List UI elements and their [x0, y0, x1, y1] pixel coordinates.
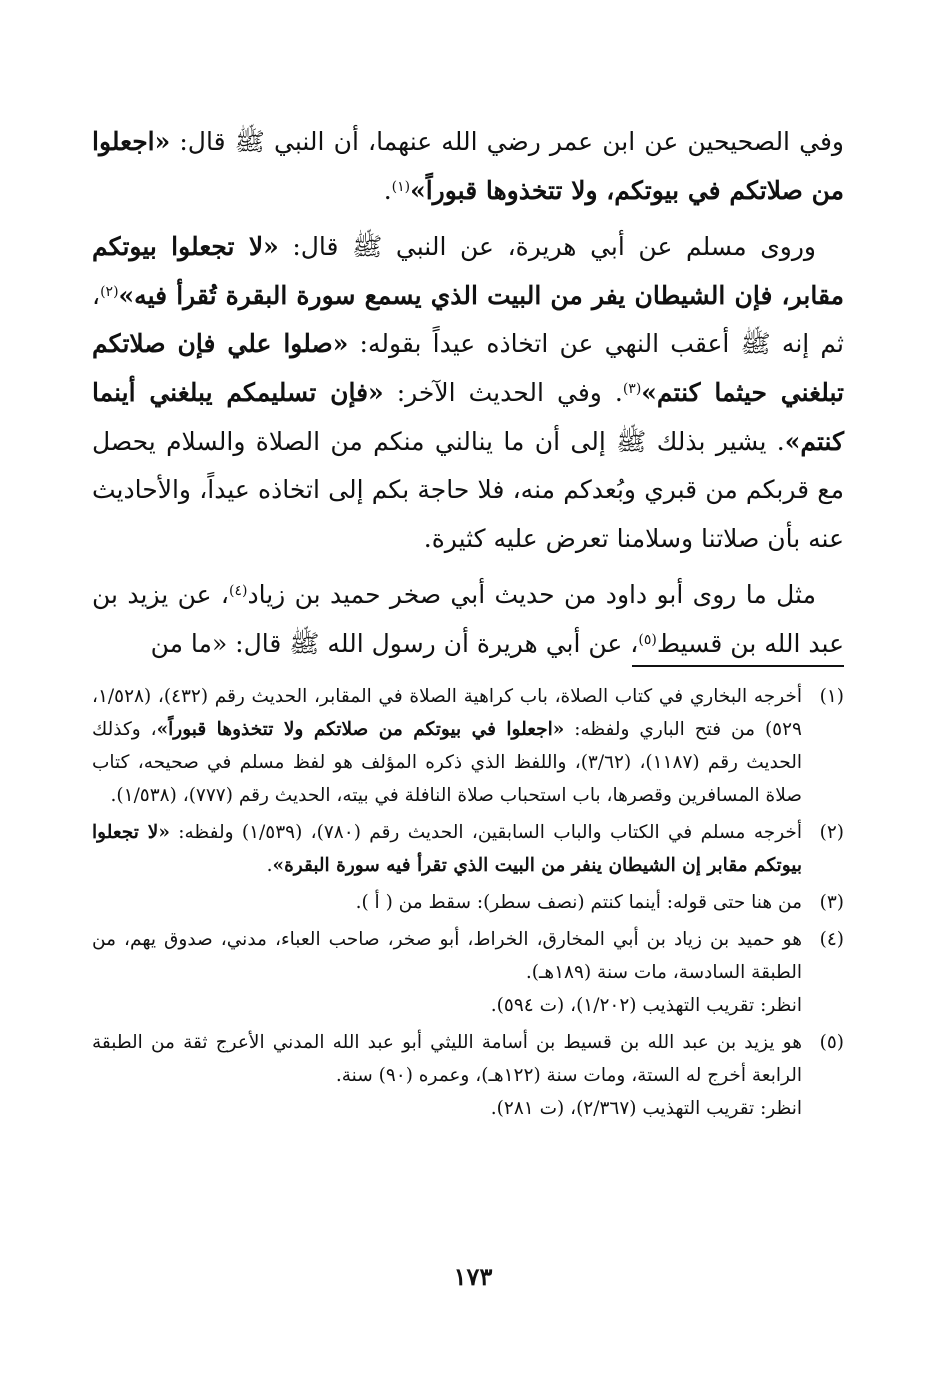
footnote-body [92, 886, 802, 919]
footnote-number: (١) [819, 686, 844, 707]
hadith-quote: «اجعلوا من صلاتكم في بيوتكم، ولا تتخذوها قبوراً» [92, 127, 844, 205]
footnote-text: هو حميد بن زياد بن أبي المخارق، الخراط، أبو صخر، صاحب العباء، مدني، صدوق يهم، من الطبقة السادسة، مات سنة (١٨٩هـ). [92, 929, 802, 983]
footnote-ref[interactable]: (٢) [100, 283, 119, 300]
footnote-ref[interactable]: (٥) [638, 631, 657, 648]
footnotes [92, 680, 844, 1129]
footnote-number: (٣) [819, 892, 844, 913]
footnote-number: (٢) [819, 822, 844, 843]
text-run: . [383, 175, 392, 205]
text-run: ، عن يزيد بن عبد الله بن قسيط [92, 580, 844, 658]
footnote-body [92, 923, 802, 1022]
footnote-number: (٤) [819, 929, 844, 950]
main-text [92, 118, 844, 669]
footnote-3 [92, 886, 844, 919]
footnote-separator [632, 665, 844, 667]
hadith-quote: «لا تجعلوا بيوتكم مقابر، فإن الشيطان يفر من البيت الذي يسمع سورة البقرة تُقرأ فيه» [92, 232, 844, 310]
text-run: ، عن أبي هريرة أن رسول الله ﷺ قال: «ما من [150, 628, 639, 658]
text-run: . [266, 855, 273, 876]
footnote-1 [92, 680, 844, 812]
paragraph-1 [92, 118, 844, 215]
text-run: ، ثم إنه ﷺ أعقب النهي عن اتخاذه عيداً بقوله: [92, 280, 845, 359]
text-run: وروى مسلم عن أبي هريرة، عن النبي ﷺ قال: [278, 232, 816, 262]
footnote-text: هو يزيد بن عبد الله بن قسيط بن أسامة الليثي أبو عبد الله المدني الأعرج ثقة من الطبقة الرابعة أخرج له الستة، ومات سنة (١٢٢هـ)، وعمره (٩٠) سنة. [92, 1032, 802, 1086]
footnote-ref[interactable]: (٣) [622, 380, 642, 397]
text-run: أخرجه مسلم في الكتاب والباب السابقين، الحديث رقم (٧٨٠)، (١/٥٣٩) ولفظه: [169, 822, 802, 843]
hadith-quote: «فإن تسليمكم يبلغني أينما كنتم» [92, 377, 844, 456]
text-run: وفي الصحيحين عن ابن عمر رضي الله عنهما، أن النبي ﷺ قال: [170, 127, 844, 156]
text-run: أخرجه البخاري في كتاب الصلاة، باب كراهية الصلاة في المقابر، الحديث رقم (٤٣٢)، (١/٥٢٨، ٥٢٩) من فتح الباري ولفظه: [92, 686, 802, 740]
footnote-body [92, 680, 802, 812]
page-number: ١٧٣ [453, 1262, 493, 1291]
footnote-text: من هنا حتى قوله: أينما كنتم (نصف سطر): سقط من ( أ ). [355, 892, 802, 913]
footnote-4 [92, 923, 844, 1022]
paragraph-3 [92, 571, 844, 668]
footnote-ref[interactable]: (٤) [228, 583, 248, 600]
text-run: . وفي الحديث الآخر: [383, 377, 623, 407]
text-run: ، وكذلك الحديث رقم (١١٨٧)، (٣/٦٢)، واللفظ الذي ذكره المؤلف هو لفظ مسلم في صحيحه، كتاب صلاة المسافرين وقصرها، باب استحباب صلاة النافلة في بيته، الحديث رقم (٧٧٧)، (١/٥٣٨). [92, 719, 803, 806]
footnote-reference: انظر: تقريب التهذيب (١/٢٠٢)، (ت ٥٩٤). [490, 995, 802, 1016]
paragraph-2 [92, 223, 844, 563]
footnote-number: (٥) [819, 1032, 844, 1053]
footnote-body [92, 816, 802, 882]
footnote-reference: انظر: تقريب التهذيب (٢/٣٦٧)، (ت ٢٨١). [490, 1098, 802, 1119]
text-run: . يشير بذلك ﷺ إلى أن ما ينالني منكم من الصلاة والسلام يحصل مع قربكم من قبري وبُعدكم منه، فلا حاجة بكم إلى اتخاذه عيداً، والأحاديث عنه بأن صلاتنا وسلامنا تعرض عليه كثيرة. [92, 426, 844, 553]
hadith-quote: «اجعلوا في بيوتكم من صلاتكم ولا تتخذوها قبوراً» [156, 719, 565, 740]
hadith-quote: «لا تجعلوا بيوتكم مقابر إن الشيطان ينفر من البيت الذي تقرأ فيه سورة البقرة» [92, 822, 802, 876]
text-run: مثل ما روى أبو داود من حديث أبي صخر حميد بن زياد [247, 580, 816, 610]
footnote-5 [92, 1026, 844, 1125]
footnote-body [92, 1026, 802, 1125]
hadith-quote: «صلوا علي فإن صلاتكم تبلغني حيثما كنتم» [92, 329, 844, 407]
footnote-ref[interactable]: (١) [391, 178, 411, 195]
footnote-2 [92, 816, 844, 882]
